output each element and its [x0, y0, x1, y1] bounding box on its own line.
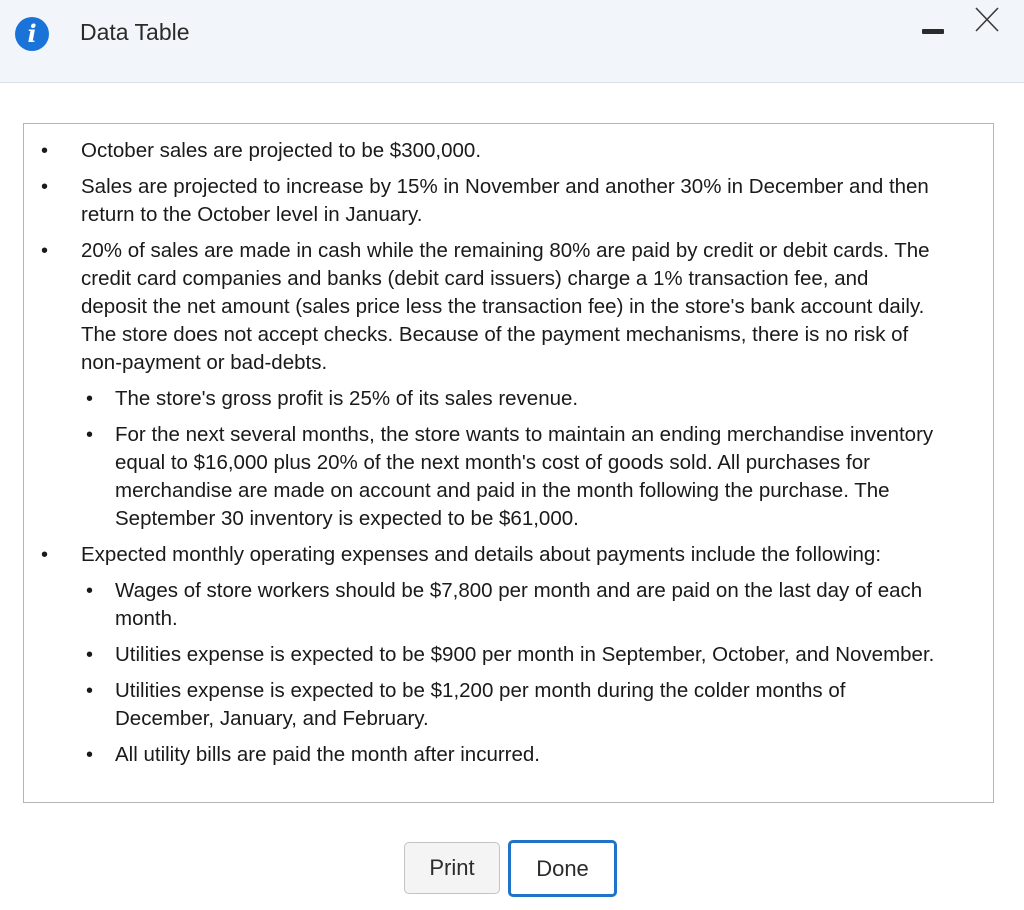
bullet-icon: • [41, 140, 49, 162]
bullet-list [24, 124, 993, 769]
bullet-icon: • [86, 744, 94, 766]
dialog-title: Data Table [80, 19, 190, 45]
bullet-icon: • [41, 240, 49, 262]
bullet-icon: • [86, 644, 94, 666]
sub-list-item-text: Utilities expense is expected to be $900 per month in September, October, and November. [115, 643, 935, 666]
list-item [24, 541, 993, 769]
done-button[interactable]: Done [508, 840, 617, 897]
sub-list-item-text: All utility bills are paid the month after incurred. [115, 743, 541, 766]
info-icon: i [15, 17, 49, 51]
dialog-header [0, 0, 1024, 83]
sub-bullet-list [81, 385, 993, 533]
sub-list-item-text: The store's gross profit is 25% of its sales revenue. [115, 387, 579, 410]
sub-list-item [81, 577, 993, 633]
list-item [24, 173, 993, 229]
bullet-icon: • [86, 424, 94, 446]
list-item-text: 20% of sales are made in cash while the remaining 80% are paid by credit or debit cards. The credit card companies and banks (debit card issuers) charge a 1% transaction fee, and deposit the net amount (sales price less the transaction fee) in the store's bank account daily. The store does not accept checks. Because of the payment mechanisms, there is no risk of non-payment or bad-debts. [81, 239, 930, 374]
sub-bullet-list [81, 577, 993, 769]
sub-list-item-text: Wages of store workers should be $7,800 per month and are paid on the last day of each month. [115, 579, 923, 630]
sub-list-item [81, 385, 993, 413]
bullet-icon: • [86, 680, 94, 702]
sub-list-item [81, 641, 993, 669]
bullet-icon: • [41, 176, 49, 198]
bullet-icon: • [86, 580, 94, 602]
sub-list-item-text: For the next several months, the store wants to maintain an ending merchandise inventory equal to $16,000 plus 20% of the next month's cost of goods sold. All purchases for merchandise are made on account and paid in the month following the purchase. The September 30 inventory is expected to be $61,000. [115, 423, 934, 530]
list-item [24, 237, 993, 533]
data-table-content[interactable] [23, 123, 994, 803]
sub-list-item [81, 421, 993, 533]
list-item-text: October sales are projected to be $300,000. [81, 139, 482, 162]
sub-list-item-text: Utilities expense is expected to be $1,200 per month during the colder months of December, January, and February. [115, 679, 846, 730]
list-item-text: Expected monthly operating expenses and details about payments include the following: [81, 543, 882, 566]
sub-list-item [81, 741, 993, 769]
print-button[interactable]: Print [404, 842, 500, 894]
close-icon [970, 3, 1004, 37]
bullet-icon: • [86, 388, 94, 410]
dialog-footer [0, 820, 1024, 910]
minimize-button[interactable] [918, 18, 950, 42]
sub-list-item [81, 677, 993, 733]
list-item-text: Sales are projected to increase by 15% in November and another 30% in December and then return to the October level in January. [81, 175, 929, 226]
minimize-icon [922, 29, 944, 34]
close-button[interactable] [970, 3, 1004, 37]
list-item [24, 137, 993, 165]
bullet-icon: • [41, 544, 49, 566]
